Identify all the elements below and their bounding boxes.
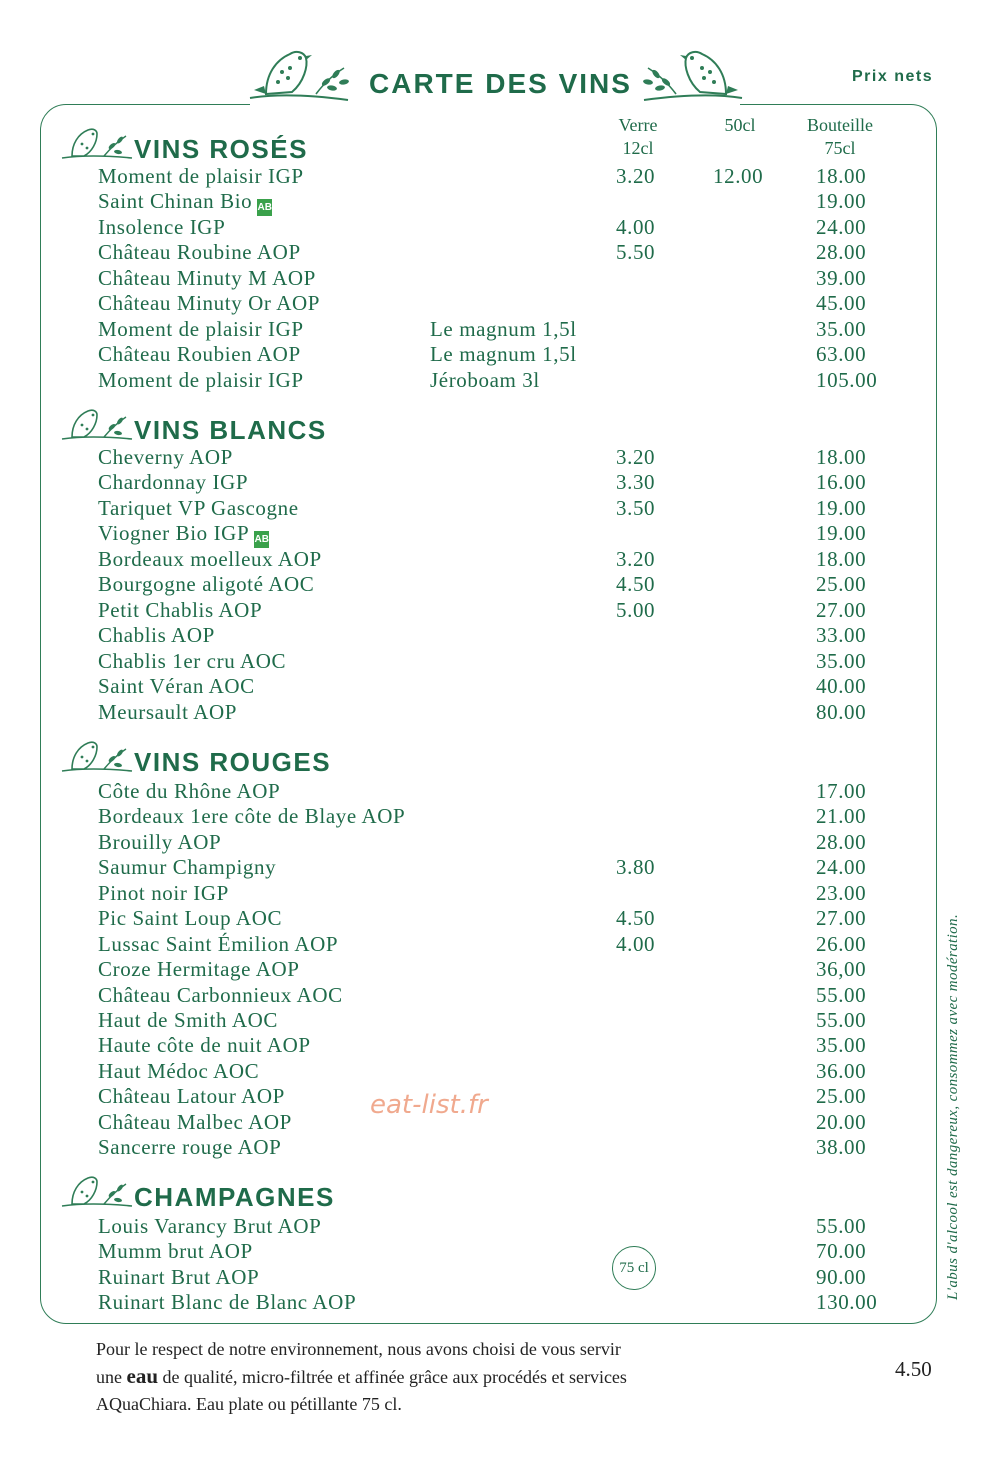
section-title-roses: VINS ROSÉS bbox=[134, 134, 308, 164]
watermark: eat-list.fr bbox=[370, 1090, 488, 1120]
table-row: Chablis 1er cru AOC 35.00 bbox=[98, 649, 867, 673]
water-price: 4.50 bbox=[895, 1357, 932, 1381]
table-row: Ruinart Blanc de Blanc AOP 130.00 bbox=[98, 1290, 878, 1314]
table-row: Bordeaux moelleux AOP 3.20 18.00 bbox=[98, 547, 867, 571]
table-row: Brouilly AOP 28.00 bbox=[98, 830, 867, 854]
bio-label-icon: AB bbox=[254, 531, 269, 548]
table-row: Château Minuty M AOP 39.00 bbox=[98, 266, 867, 290]
section-title-champagnes: CHAMPAGNES bbox=[134, 1182, 335, 1212]
alcohol-warning: L'abus d'alcool est dangereux, consommez avec modération. bbox=[945, 913, 961, 1300]
bird-left-icon bbox=[248, 42, 352, 106]
bird-sprig-icon bbox=[60, 124, 134, 164]
table-row: Ruinart Brut AOP 90.00 bbox=[98, 1265, 867, 1289]
table-row: Château Carbonnieux AOC 55.00 bbox=[98, 983, 867, 1007]
table-row: Saumur Champigny 3.80 24.00 bbox=[98, 855, 867, 879]
table-row: Bourgogne aligoté AOC 4.50 25.00 bbox=[98, 572, 867, 596]
table-row: Chablis AOP 33.00 bbox=[98, 623, 867, 647]
page-title: CARTE DES VINS bbox=[369, 68, 632, 99]
bird-sprig-icon bbox=[60, 737, 134, 777]
table-row: Moment de plaisir IGP Jéroboam 3l 105.00 bbox=[98, 368, 878, 392]
col-head-bouteille: Bouteille 75cl bbox=[807, 115, 873, 158]
table-row: Château Latour AOP 25.00 bbox=[98, 1084, 867, 1108]
table-row: Haute côte de nuit AOP 35.00 bbox=[98, 1033, 867, 1057]
table-row: Saint Véran AOC 40.00 bbox=[98, 674, 867, 698]
table-row: Sancerre rouge AOP 38.00 bbox=[98, 1135, 867, 1159]
volume-badge: 75 cl bbox=[612, 1246, 656, 1290]
table-row: Haut Médoc AOC 36.00 bbox=[98, 1059, 867, 1083]
table-row: Pinot noir IGP 23.00 bbox=[98, 881, 867, 905]
section-title-blancs: VINS BLANCS bbox=[134, 415, 327, 445]
table-row: Cheverny AOP 3.20 18.00 bbox=[98, 445, 867, 469]
table-row: Petit Chablis AOP 5.00 27.00 bbox=[98, 598, 867, 622]
table-row: Lussac Saint Émilion AOP 4.00 26.00 bbox=[98, 932, 867, 956]
table-row: Mumm brut AOP 70.00 bbox=[98, 1239, 867, 1263]
table-row: Chardonnay IGP 3.30 16.00 bbox=[98, 470, 867, 494]
side-rule bbox=[936, 826, 937, 842]
table-row: Saint Chinan Bio AB 19.00 bbox=[0, 189, 989, 214]
table-row: Château Minuty Or AOP 45.00 bbox=[98, 291, 867, 315]
table-row: Tariquet VP Gascogne 3.50 19.00 bbox=[98, 496, 867, 520]
table-row: Moment de plaisir IGP Le magnum 1,5l 35.00 bbox=[98, 317, 867, 341]
bird-sprig-icon bbox=[60, 1172, 134, 1212]
table-row: Château Roubien AOP Le magnum 1,5l 63.00 bbox=[98, 342, 867, 366]
table-row: Château Malbec AOP 20.00 bbox=[98, 1110, 867, 1134]
table-row: Bordeaux 1ere côte de Blaye AOP 21.00 bbox=[98, 804, 867, 828]
bio-label-icon: AB bbox=[257, 199, 272, 216]
table-row: Château Roubine AOP 5.50 28.00 bbox=[98, 240, 867, 264]
table-row: Pic Saint Loup AOC 4.50 27.00 bbox=[98, 906, 867, 930]
table-row: Insolence IGP 4.00 24.00 bbox=[98, 215, 867, 239]
table-row: Côte du Rhône AOP 17.00 bbox=[98, 779, 867, 803]
table-row: Louis Varancy Brut AOP 55.00 bbox=[98, 1214, 867, 1238]
bird-right-icon bbox=[640, 42, 744, 106]
col-head-verre: Verre 12cl bbox=[618, 115, 658, 158]
table-row: Haut de Smith AOC 55.00 bbox=[98, 1008, 867, 1032]
table-row: Moment de plaisir IGP 3.20 12.00 18.00 bbox=[98, 164, 867, 188]
water-note: Pour le respect de notre environnement, nous avons choisi de vous servir une eau de qualité, micro-filtrée et affinée grâce aux procédés et services AQuaChiara. Eau plate ou pétillante 75 cl. bbox=[96, 1339, 627, 1414]
bird-sprig-icon bbox=[60, 405, 134, 445]
section-title-rouges: VINS ROUGES bbox=[134, 747, 332, 777]
table-row: Viogner Bio IGP AB 19.00 bbox=[0, 521, 989, 546]
prix-nets-label: Prix nets bbox=[852, 68, 934, 85]
table-row: Meursault AOP 80.00 bbox=[98, 700, 867, 724]
table-row: Croze Hermitage AOP 36,00 bbox=[98, 957, 867, 981]
col-head-50cl: 50cl bbox=[724, 115, 756, 135]
